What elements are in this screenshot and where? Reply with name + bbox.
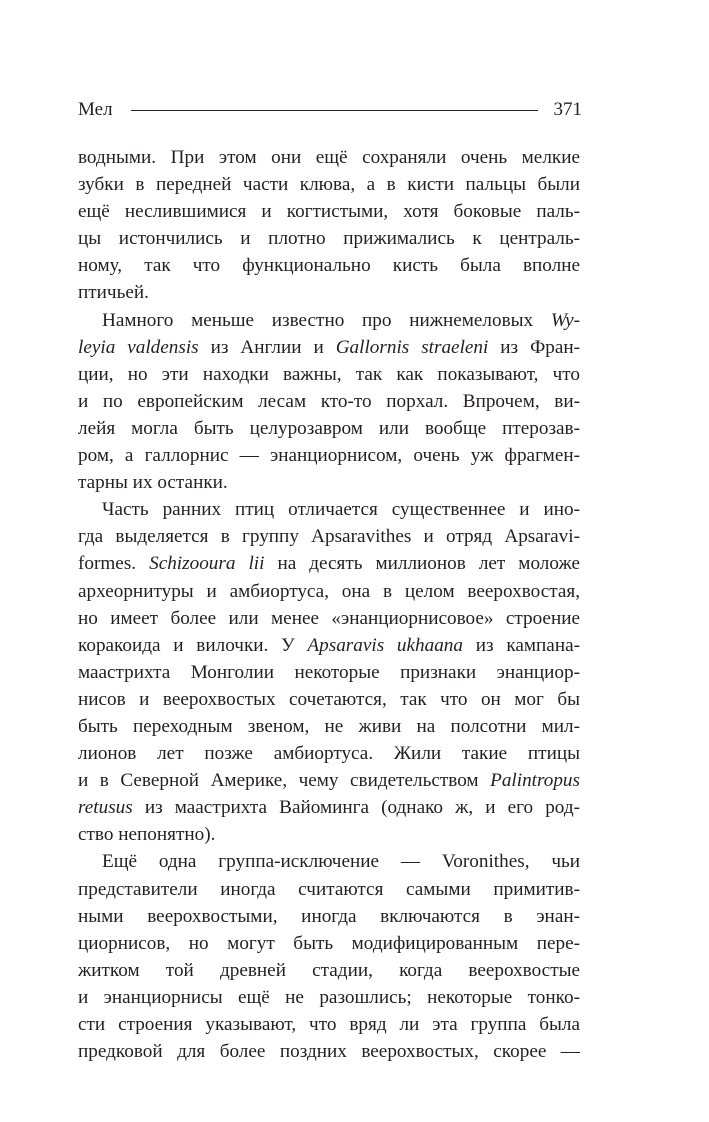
- text-line: [78, 252, 580, 279]
- text-line: [78, 1038, 580, 1065]
- italic-span: Wy-: [550, 309, 580, 331]
- text-line: [78, 767, 580, 794]
- text-line: [78, 957, 580, 984]
- text-line: [78, 523, 580, 550]
- italic-span: Schizooura lii: [149, 553, 265, 575]
- text-span: и в Северной Америке, чему свидетельством: [78, 770, 491, 792]
- text-line: [78, 415, 580, 442]
- text-span: птичьей.: [78, 282, 149, 304]
- text-line: [78, 225, 580, 252]
- text-span: ещё неслившимися и когтистыми, хотя боковые паль-: [78, 201, 580, 223]
- text-span: тарны их останки.: [78, 472, 228, 494]
- text-span: ции, но эти находки важны, так как показывают, что: [78, 363, 580, 385]
- body-text: [78, 144, 580, 1065]
- text-span: коракоида и вилочки. У: [78, 634, 308, 656]
- text-span: сти строения указывают, что вряд ли эта группа была: [78, 1014, 580, 1035]
- text-span: и по европейским лесам кто-то порхал. Впрочем, ви-: [78, 390, 580, 412]
- text-span: циорнисов, но могут быть модифицированным пере-: [78, 932, 580, 954]
- text-span: нисов и веерохвостых сочетаются, так что он мог бы: [78, 688, 580, 710]
- italic-span: Apsaravis ukhaana: [307, 634, 463, 656]
- italic-span: leyia valdensis: [78, 336, 199, 358]
- text-span: маастрихта Монголии некоторые признаки энанциор-: [78, 661, 580, 683]
- text-line: [78, 361, 580, 388]
- text-line: [78, 144, 580, 171]
- text-span: предковой для более поздних веерохвостых, скорее —: [78, 1041, 580, 1063]
- paragraph: [78, 144, 580, 307]
- text-line: [78, 388, 580, 415]
- text-span: formes.: [78, 553, 150, 575]
- text-span: Часть ранних птиц отличается существеннее и ино-: [102, 499, 580, 521]
- page-number: 371: [553, 99, 582, 120]
- text-span: Ещё одна группа-исключение — Voronithes, чьи: [102, 851, 580, 873]
- text-span: водными. При этом они ещё сохраняли очень мелкие: [78, 147, 580, 168]
- text-span: из кампана-: [463, 634, 580, 656]
- header-rule: [131, 110, 538, 111]
- text-line: [78, 821, 580, 848]
- text-line: [78, 307, 580, 334]
- text-span: из Фран-: [488, 336, 581, 358]
- text-line: [78, 1011, 580, 1038]
- text-span: житком той древней стадии, когда веерохвостые: [78, 959, 580, 981]
- text-span: археорнитуры и амбиортуса, она в целом веерохвостая,: [78, 580, 580, 602]
- paragraph: [78, 848, 580, 1065]
- text-span: ными веерохвостыми, иногда включаются в энан-: [78, 905, 580, 927]
- text-span: на десять миллионов лет моложе: [264, 553, 580, 575]
- text-line: [78, 930, 580, 957]
- text-span: лионов лет позже амбиортуса. Жили такие птицы: [78, 743, 580, 765]
- text-line: [78, 279, 580, 306]
- text-line: [78, 713, 580, 740]
- text-line: [78, 469, 580, 496]
- text-line: [78, 496, 580, 523]
- text-span: и энанциорнисы ещё не разошлись; некоторые тонко-: [78, 986, 580, 1008]
- text-line: [78, 876, 580, 903]
- text-line: [78, 686, 580, 713]
- text-line: [78, 740, 580, 767]
- text-line: [78, 605, 580, 632]
- paragraph: [78, 496, 580, 848]
- text-span: но имеет более или менее «энанциорнисовое» строение: [78, 607, 580, 629]
- text-line: [78, 171, 580, 198]
- italic-span: Gallornis straeleni: [335, 336, 489, 358]
- text-line: [78, 198, 580, 225]
- text-line: [78, 659, 580, 686]
- text-span: гда выделяется в группу Apsaravithes и отряд Apsaravi-: [78, 526, 580, 548]
- text-line: [78, 984, 580, 1011]
- text-line: [78, 550, 580, 577]
- text-span: быть переходным звеном, не живи на полсотни мил-: [78, 715, 580, 737]
- italic-span: retusus: [78, 797, 133, 819]
- text-span: представители иногда считаются самыми примитив-: [78, 878, 580, 900]
- text-line: [78, 442, 580, 469]
- text-line: [78, 578, 580, 605]
- running-head: [78, 98, 582, 122]
- text-span: цы истончились и плотно прижимались к централь-: [78, 228, 580, 250]
- text-span: из маастрихта Вайоминга (однако ж, и его род-: [132, 797, 580, 819]
- text-span: зубки в передней части клюва, а в кисти пальцы были: [78, 174, 580, 196]
- text-span: из Англии и: [198, 336, 336, 358]
- text-line: [78, 334, 580, 361]
- text-line: [78, 903, 580, 930]
- text-line: [78, 632, 580, 659]
- paragraph: [78, 307, 580, 497]
- text-span: ному, так что функционально кисть была вполне: [78, 255, 580, 277]
- text-span: ром, а галлорнис — энанциорнисом, очень уж фрагмен-: [78, 445, 580, 467]
- text-line: [78, 848, 580, 875]
- chapter-title: Мел: [78, 99, 113, 120]
- text-span: лейя могла быть целурозавром или вообще птерозав-: [78, 417, 580, 439]
- text-span: Намного меньше известно про нижнемеловых: [102, 309, 551, 331]
- italic-span: Palintropus: [490, 770, 580, 792]
- text-line: [78, 794, 580, 821]
- text-span: ство непонятно).: [78, 824, 216, 846]
